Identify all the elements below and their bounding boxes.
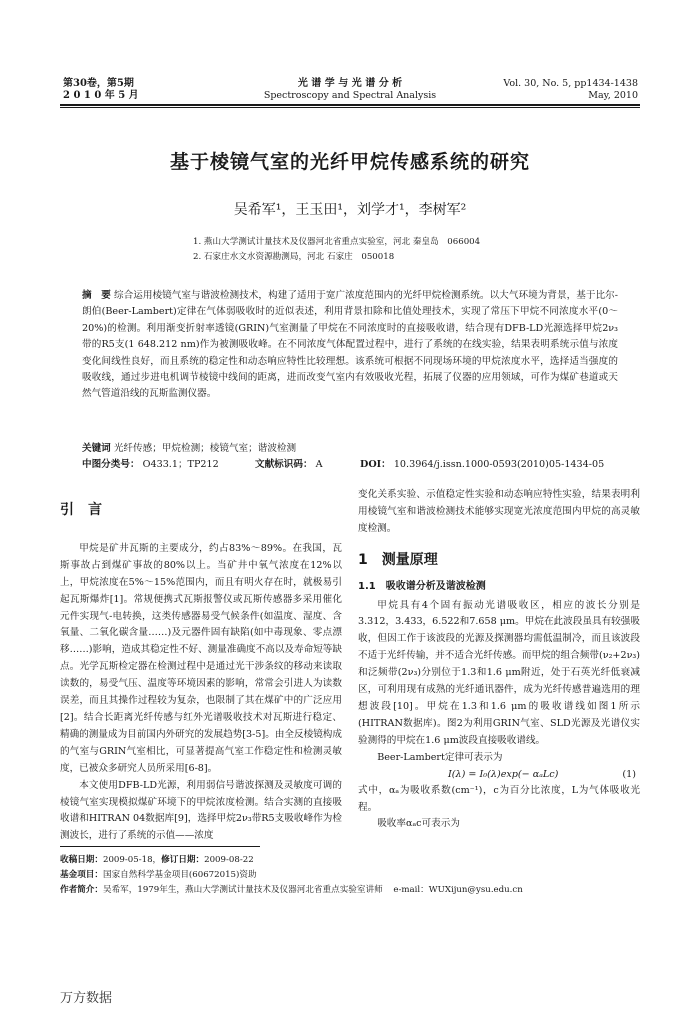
revised-label: 修订日期： [161, 855, 205, 865]
doc-code-label: 文献标识码： [255, 459, 313, 470]
received-label: 收稿日期： [60, 855, 103, 865]
section1-paragraph-2: Beer-Lambert定律可表示为 [377, 751, 503, 763]
equation-1 [358, 767, 640, 783]
intro-paragraph-3: 变化关系实验、示值稳定性实验和动态响应特性实验，结果表明利用棱镜气室和谐波检测技术能够实现宽光浓度范围内甲烷的高灵敏度检测。 [358, 489, 640, 534]
footnote-author [60, 884, 640, 897]
footnote-fund [60, 869, 640, 882]
keywords [82, 441, 296, 456]
header-rule-thin [60, 107, 640, 108]
affiliation-1: 1. 燕山大学测试计量技术及仪器河北省重点实验室，河北 秦皇岛 066004 [193, 237, 481, 247]
header-rule [60, 104, 640, 106]
paper-authors: 吴希军¹，王玉田¹，刘学才¹，李树军² [233, 202, 467, 218]
section1-paragraph-3: 式中，αₐ为吸收系数(cm⁻¹)，c为百分比浓度，L为气体吸收光程。 [358, 784, 640, 813]
author-email: e-mail：WUXijun@ysu.edu.cn [393, 885, 523, 895]
abstract-text: 综合运用棱镜气室与谐波检测技术，构建了适用于宽广浓度范围内的光纤甲烷检测系统。以大气环境为背景，基于比尔-朗伯(Beer-Lambert)定律在气体弱吸收时的近似表述，利用背景扣除和比值处理技术，实现了常压下甲烷不同浓度水平(0～20%)的检测。利用渐变折射率透镜(GRIN)气室测量了甲烷在不同浓度时的直接吸收谱，结合现有DFB-LD光源选择甲烷2ν₃带的R5支(1 648.212 nm)作为被测吸收峰。在不同浓度气体配置过程中，进行了系统的在线实验，结果表明系统示值与浓度变化间线性良好，而且系统的稳定性和动态响应特性比较理想。该系统可根据不同现场环境的甲烷浓度水平，选择适当强度的吸收线，通过步进电机调节棱镜中线间的距离，进而改变气室内有效吸收光程，拓展了仪器的应用领域，可作为煤矿巷道或天然气管道沿线的瓦斯监测仪器。 [82, 290, 618, 400]
header-journal-cn: 光 谱 学 与 光 谱 分 析 [297, 78, 403, 89]
doi-value: 10.3964/j.issn.1000-0593(2010)05-1434-05 [393, 459, 605, 470]
right-column [358, 487, 640, 833]
paper-title: 基于棱镜气室的光纤甲烷传感系统的研究 [169, 151, 530, 173]
footnote-dates [60, 854, 640, 867]
doi-label: DOI： [360, 459, 391, 470]
header-volume-en: Vol. 30, No. 5, pp1434-1438 [503, 78, 638, 89]
keywords-label: 关键词 [82, 443, 111, 454]
footnote-rule [60, 846, 260, 847]
affiliation-2: 2. 石家庄水文水资源勘测局，河北 石家庄 050018 [193, 252, 395, 262]
fund-label: 基金项目： [60, 870, 103, 880]
intro-paragraph-2: 本文使用DFB-LD光源，利用弱信号谐波探测及灵敏度可调的棱镜气室实现模拟煤矿环境下的甲烷浓度检测。结合实测的直接吸收谱和HITRAN 04数据库[9]，选择甲烷2ν₃带R5支吸收峰作为检测波长，进行了系统的示值——浓度 [60, 779, 342, 842]
received-value: 2009-05-18， [102, 855, 162, 865]
class-value: O433.1；TP212 [142, 459, 219, 470]
equation-1-number: (1) [622, 768, 636, 780]
intro-paragraph-1: 甲烷是矿井瓦斯的主要成分，约占83%～89%。在我国，瓦斯事故占到煤矿事故的80%以上。当矿井中氧气浓度在12%以上，甲烷浓度在5%～15%范围内，而且有明火存在时，就极易引起瓦斯爆炸[1]。常规便携式瓦斯报警仪或瓦斯传感器多采用催化元件实现气-电转换，这类传感器易受气候条件(如温度、湿度、含氧量、二氧化碳含量……)及元器件固有缺陷(如中毒现象、零点漂移……)影响，造成其稳定性不好、测量准确度不高以及寿命短等缺点。光学瓦斯检定器在检测过程中是通过光干涉条纹的移动来读取读数的，易受气压、温度等环境因素的影响，常常会引进人为读数误差，而且其操作过程较为复杂，也限制了其在煤矿中的广泛应用[2]。结合长距离光纤传感与红外光谱吸收技术对瓦斯进行稳定、精确的测量成为目前国内外研究的发展趋势[3-5]。由全反棱镜构成的气室与GRIN气室相比，可显著提高气室工作稳定性和检测灵敏度，已被众多研究人员所采用[6-8]。 [60, 542, 342, 774]
wanfang-watermark: 万方数据 [60, 991, 113, 1006]
section1-1-heading: 1.1 吸收谱分析及谐波检测 [358, 580, 486, 592]
section1-paragraph-4: 吸收率αₐc可表示为 [377, 818, 460, 830]
document-code [255, 457, 323, 472]
left-column [60, 492, 342, 845]
doc-code-value: A [315, 459, 323, 470]
header-journal-en: Spectroscopy and Spectral Analysis [263, 90, 437, 101]
keywords-text: 光纤传感；甲烷检测；棱镜气室；谐波检测 [113, 443, 297, 454]
intro-heading: 引 言 [60, 502, 102, 518]
equation-1-formula: I(λ) = I₀(λ)exp(− αₐLc) [448, 768, 559, 780]
doi [360, 457, 604, 472]
author-bio-value: 吴希军，1979年生，燕山大学测试计量技术及仪器河北省重点实验室讲师 [102, 885, 383, 895]
header-volume-cn: 第30卷，第5期 [63, 78, 134, 89]
header-date-cn: 2 0 1 0 年 5 月 [63, 90, 139, 101]
abstract [82, 288, 618, 403]
header-date-en: May, 2010 [588, 90, 638, 101]
classification [82, 457, 219, 472]
fund-value: 国家自然科学基金项目(60672015)资助 [102, 870, 257, 880]
section1-paragraph-1: 甲烷具有4个固有振动光谱吸收区，相应的波长分别是3.312，3.433，6.522和7.658 μm。甲烷在此波段虽具有较强吸收，但因工作于该波段的光源及探测器均需低温制冷，而且该波段不适于光纤传输，并不适合光纤传感。而甲烷的组合频带(ν₂+2ν₃)和泛频带(2ν₃)分别位于1.3和1.6 μm附近，处于石英光纤低衰减区，可利用现有成熟的光纤通讯器件，成为光纤传感普遍选用的理想波段[10]。甲烷在1.3和1.6 μm的吸收谱线如图1所示(HITRAN数据库)。图2为利用GRIN气室、SLD光源及光谱仪实验测得的甲烷在1.6 μm波段直接吸收谱线。 [358, 599, 640, 746]
abstract-label: 摘 要 [82, 290, 111, 301]
author-bio-label: 作者简介： [60, 885, 103, 895]
class-label: 中图分类号： [82, 459, 140, 470]
revised-value: 2009-08-22 [204, 855, 254, 865]
section1-heading: 1 测量原理 [358, 551, 438, 568]
